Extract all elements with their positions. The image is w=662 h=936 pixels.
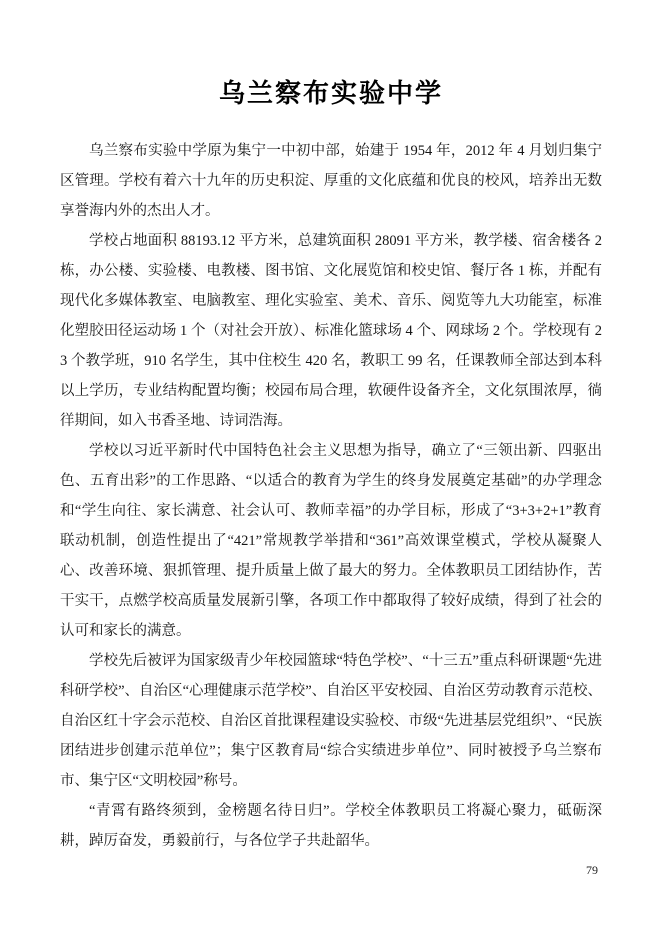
paragraph-closing: “青霄有路终须到，金榜题名待日归”。学校全体教职员工将凝心聚力，砥砺深耕，踔厉奋发，勇毅前行，与各位学子共赴韶华。	[60, 803, 602, 849]
paragraph-education-philosophy: 学校以习近平新时代中国特色社会主义思想为指导，确立了“三领出新、四驱出色、五育出彩”的工作思路、“以适合的教育为学生的终身发展奠定基础”的办学理念和“学生向往、家长满意、社会认可、教师幸福”的办学目标，形成了“3+3+2+1”教育联动机制，创造性提出了“421”常规教学举措和“361”高效课堂模式，学校从凝聚人心、改善环境、狠抓管理、提升质量上做了最大的努力。全体教职员工团结协作，苦干实干，点燃学校高质量发展新引擎，各项工作中都取得了较好成绩，得到了社会的认可和家长的满意。	[60, 443, 602, 639]
page-number: 79	[586, 863, 598, 877]
document-body	[60, 136, 602, 856]
page-title: 乌兰察布实验中学	[218, 78, 443, 108]
paragraph-intro: 乌兰察布实验中学原为集宁一中初中部，始建于 1954 年，2012 年 4 月划归集宁区管理。学校有着六十九年的历史积淀、厚重的文化底蕴和优良的校风，培养出无数享誉海内外的杰出人才。	[60, 143, 602, 219]
paragraph-honors: 学校先后被评为国家级青少年校园篮球“特色学校”、“十三五”重点科研课题“先进科研学校”、自治区“心理健康示范学校”、自治区平安校园、自治区劳动教育示范校、自治区红十字会示范校、自治区首批课程建设实验校、市级“先进基层党组织”、“民族团结进步创建示范单位”；集宁区教育局“综合实绩进步单位”、同时被授予乌兰察布市、集宁区“文明校园”称号。	[60, 653, 602, 789]
paragraph-campus-facilities: 学校占地面积 88193.12 平方米，总建筑面积 28091 平方米，教学楼、宿舍楼各 2 栋，办公楼、实验楼、电教楼、图书馆、文化展览馆和校史馆、餐厅各 1 栋，并配有现代化多媒体教室、电脑教室、理化实验室、美术、音乐、阅览等九大功能室，标准化塑胶田径运动场 1 个（对社会开放）、标准化篮球场 4 个、网球场 2 个。学校现有 23 个教学班，910 名学生，其中住校生 420 名，教职工 99 名，任课教师全部达到本科以上学历，专业结构配置均衡；校园布局合理，软硬件设备齐全，文化氛围浓厚，徜徉期间，如入书香圣地、诗词浩海。	[60, 233, 602, 429]
